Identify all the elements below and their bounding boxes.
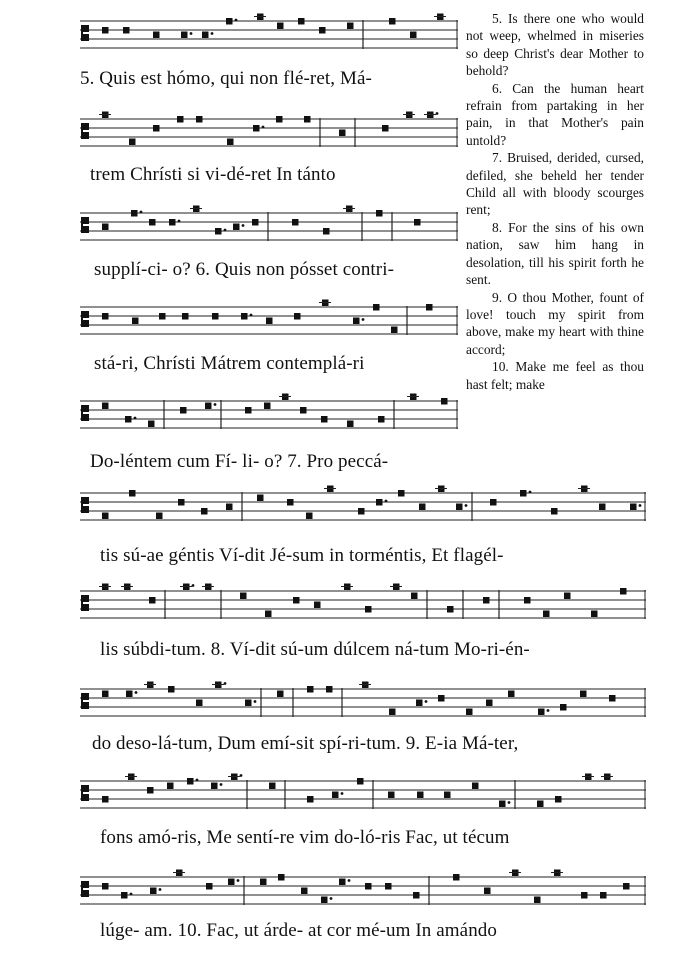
- neume: [126, 691, 133, 698]
- lyric-line-5: Do-léntem cum Fí- li- o? 7. Pro peccá-: [90, 451, 389, 472]
- neume: [301, 888, 308, 895]
- neume: [599, 504, 606, 511]
- neume: [358, 508, 365, 515]
- neume: [148, 421, 155, 428]
- neume: [414, 219, 421, 226]
- neume: [538, 709, 545, 716]
- neume: [169, 219, 176, 226]
- neume: [257, 495, 264, 502]
- neume: [339, 130, 346, 137]
- neume: [304, 116, 311, 123]
- neume: [389, 709, 396, 716]
- c-clef-icon: [82, 123, 89, 130]
- neume: [196, 700, 203, 707]
- neume: [245, 407, 252, 414]
- neume: [153, 125, 160, 132]
- neume: [292, 219, 299, 226]
- neume: [410, 32, 417, 39]
- neume: [441, 398, 448, 405]
- neume: [385, 883, 392, 890]
- translation-stanza: 9. O thou Mother, fount of love! touch my spirit from above, make my heart with thine accord;: [466, 289, 644, 357]
- lyric-line-7: lis súbdi-tum. 8. Ví-dit sú-um dúlcem ná-tum Mo-ri-én-: [100, 639, 530, 660]
- neume: [125, 416, 132, 423]
- neume: [321, 416, 328, 423]
- neume: [149, 597, 156, 604]
- neume: [245, 700, 252, 707]
- neume: [178, 499, 185, 506]
- neume: [490, 499, 497, 506]
- neume: [182, 313, 189, 320]
- neume: [131, 210, 138, 217]
- lyric-line-8: do deso-lá-tum, Dum emí-sit spí-ri-tum. 9. E-ia Má-ter,: [92, 733, 519, 754]
- neume: [416, 700, 423, 707]
- neume: [252, 219, 259, 226]
- chant-staff-9: [80, 780, 646, 810]
- neume: [241, 313, 248, 320]
- neume: [298, 18, 305, 25]
- neume: [326, 686, 333, 693]
- translation-column: [466, 10, 644, 393]
- neume: [321, 897, 328, 904]
- neume: [233, 224, 240, 231]
- neume: [307, 686, 314, 693]
- neume: [156, 513, 163, 520]
- neume: [129, 490, 136, 497]
- neume: [620, 588, 627, 595]
- neume: [293, 597, 300, 604]
- neume: [264, 403, 271, 410]
- neume: [102, 403, 109, 410]
- neume: [484, 888, 491, 895]
- neume: [187, 778, 194, 785]
- neume: [132, 318, 139, 325]
- neume: [226, 18, 233, 25]
- c-clef-icon: [82, 217, 89, 224]
- neume: [227, 139, 234, 146]
- neume: [319, 27, 326, 34]
- neume: [149, 219, 156, 226]
- neume: [365, 606, 372, 613]
- neume: [564, 593, 571, 600]
- neume: [520, 490, 527, 497]
- neume: [382, 125, 389, 132]
- neume: [277, 691, 284, 698]
- chant-staff-1: [80, 20, 458, 50]
- neume: [307, 796, 314, 803]
- lyric-line-4: stá-ri, Chrísti Mátrem contemplá-ri: [94, 353, 365, 374]
- neume: [306, 513, 313, 520]
- c-clef-icon: [82, 693, 89, 700]
- neume: [630, 504, 637, 511]
- neume: [426, 304, 433, 311]
- neume: [472, 783, 479, 790]
- neume: [102, 796, 109, 803]
- neume: [417, 792, 424, 799]
- neume: [205, 403, 212, 410]
- neume: [453, 874, 460, 881]
- neume: [260, 879, 267, 886]
- neume: [391, 327, 398, 334]
- neume: [253, 125, 260, 132]
- neume: [438, 695, 445, 702]
- neume: [240, 593, 247, 600]
- neume: [294, 313, 301, 320]
- translation-stanza: 7. Bruised, derided, cursed, defiled, she beheld her tender Child all with bloody scourges rent;: [466, 150, 644, 218]
- lyric-line-3: supplí-ci- o? 6. Quis non pósset contri-: [94, 259, 395, 280]
- neume: [444, 792, 451, 799]
- neume: [276, 116, 283, 123]
- lyric-line-10: lúge- am. 10. Fac, ut árde- at cor mé-um In amándo: [100, 920, 497, 941]
- neume: [287, 499, 294, 506]
- neume: [102, 313, 109, 320]
- neume: [551, 508, 558, 515]
- chant-staff-8: [80, 688, 646, 718]
- translation-stanza: 5. Is there one who would not weep, whelmed in miseries so deep Christ's dear Mother to behold?: [466, 11, 644, 79]
- neume: [580, 691, 587, 698]
- neume: [212, 313, 219, 320]
- neume: [499, 801, 506, 808]
- neume: [456, 504, 463, 511]
- neume: [419, 504, 426, 511]
- c-clef-icon: [82, 785, 89, 792]
- neume: [411, 593, 418, 600]
- translation-stanza: 6. Can the human heart refrain from partaking in her pain, in that Mother's pain untold?: [466, 80, 644, 148]
- neume: [560, 704, 567, 711]
- chant-staff-3: [80, 212, 458, 242]
- neume: [159, 313, 166, 320]
- c-clef-icon: [82, 881, 89, 888]
- neume: [277, 23, 284, 30]
- neume: [300, 407, 307, 414]
- lyric-line-9: fons amó-ris, Me sentí-re vim do-ló-ris Fac, ut técum: [100, 827, 510, 848]
- neume: [347, 23, 354, 30]
- neume: [123, 27, 130, 34]
- neume: [181, 32, 188, 39]
- neume: [215, 228, 222, 235]
- neume: [600, 892, 607, 899]
- chant-staff-7: [80, 590, 646, 620]
- neume: [167, 783, 174, 790]
- lyric-line-6: tis sú-ae géntis Ví-dit Jé-sum in torméntis, Et flagél-: [100, 545, 504, 566]
- neume: [102, 883, 109, 890]
- c-clef-icon: [82, 311, 89, 318]
- neume: [323, 228, 330, 235]
- neume: [102, 513, 109, 520]
- neume: [102, 224, 109, 231]
- neume: [269, 783, 276, 790]
- lyric-line-1: 5. Quis est hómo, qui non flé-ret, Má-: [80, 68, 372, 89]
- neume: [376, 210, 383, 217]
- neume: [206, 883, 213, 890]
- lyric-line-2: trem Chrísti si vi-dé-ret In tánto: [90, 164, 336, 185]
- neume: [121, 892, 128, 899]
- chant-staff-2: [80, 118, 458, 148]
- c-clef-icon: [82, 405, 89, 412]
- neume: [202, 32, 209, 39]
- neume: [228, 879, 235, 886]
- neume: [347, 421, 354, 428]
- neume: [201, 508, 208, 515]
- chant-staff-6: [80, 492, 646, 522]
- neume: [153, 32, 160, 39]
- neume: [353, 318, 360, 325]
- neume: [388, 792, 395, 799]
- neume: [196, 116, 203, 123]
- neume: [102, 27, 109, 34]
- translation-stanza: 8. For the sins of his own nation, saw him hang in desolation, till his spirit forth he sent.: [466, 219, 644, 288]
- neume: [168, 686, 175, 693]
- neume: [534, 897, 541, 904]
- neume: [609, 695, 616, 702]
- neume: [378, 416, 385, 423]
- neume: [591, 611, 598, 618]
- neume: [398, 490, 405, 497]
- neume: [314, 602, 321, 609]
- neume: [581, 892, 588, 899]
- neume: [486, 700, 493, 707]
- neume: [147, 787, 154, 794]
- c-clef-icon: [82, 497, 89, 504]
- neume: [373, 304, 380, 311]
- neume: [177, 116, 184, 123]
- chant-staff-5: [80, 400, 458, 430]
- neume: [211, 783, 218, 790]
- neume: [332, 792, 339, 799]
- chant-staff-10: [80, 876, 646, 906]
- c-clef-icon: [82, 595, 89, 602]
- neume: [413, 892, 420, 899]
- neume: [483, 597, 490, 604]
- neume: [365, 883, 372, 890]
- neume: [537, 801, 544, 808]
- neume: [466, 709, 473, 716]
- neume: [129, 139, 136, 146]
- c-clef-icon: [82, 25, 89, 32]
- chant-staff-4: [80, 306, 458, 336]
- neume: [180, 407, 187, 414]
- neume: [543, 611, 550, 618]
- neume: [623, 883, 630, 890]
- neume: [150, 888, 157, 895]
- neume: [508, 691, 515, 698]
- neume: [357, 778, 364, 785]
- neume: [265, 611, 272, 618]
- translation-stanza: 10. Make me feel as thou hast felt; make: [466, 359, 644, 392]
- neume: [555, 796, 562, 803]
- neume: [226, 504, 233, 511]
- neume: [376, 499, 383, 506]
- neume: [102, 691, 109, 698]
- neume: [339, 879, 346, 886]
- neume: [447, 606, 454, 613]
- neume: [524, 597, 531, 604]
- neume: [278, 874, 285, 881]
- neume: [389, 18, 396, 25]
- neume: [266, 318, 273, 325]
